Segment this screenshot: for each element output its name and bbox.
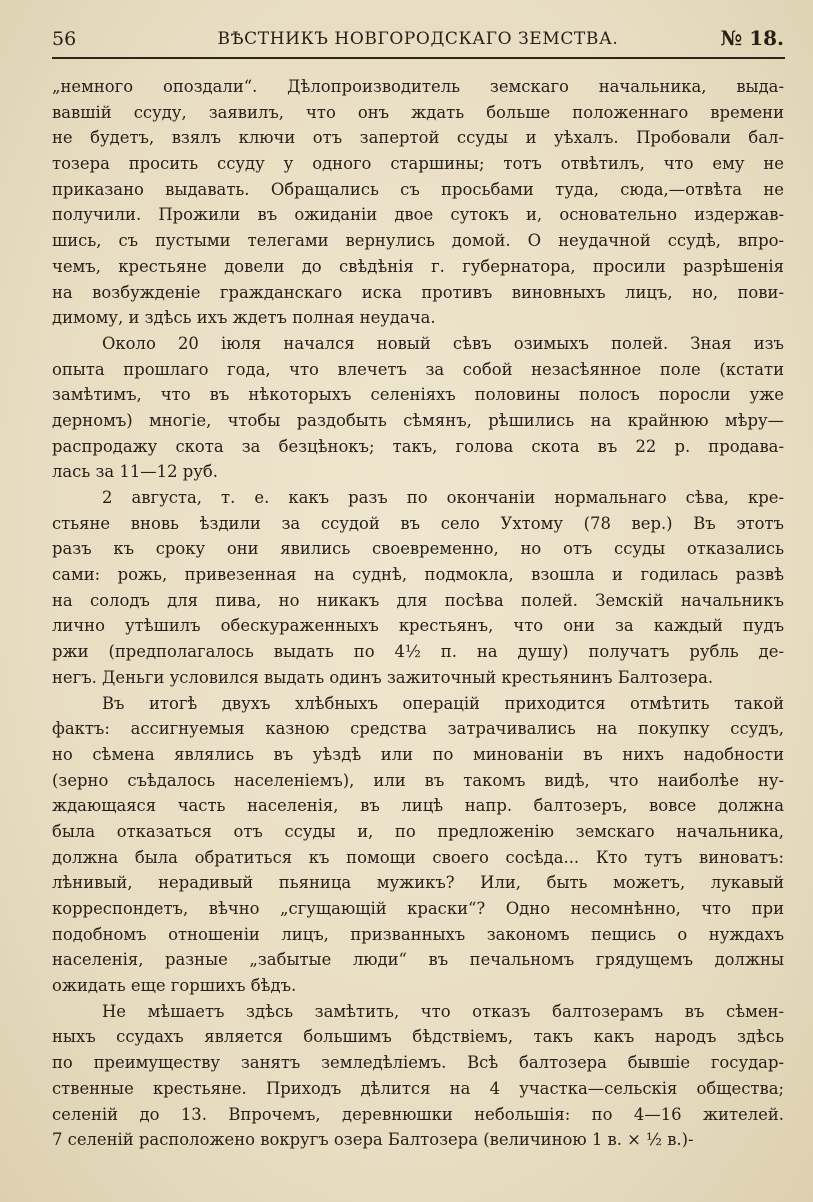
text-line: димому, и здѣсь ихъ ждетъ полная неудача. xyxy=(52,308,436,328)
paragraph xyxy=(52,74,784,331)
text-line: 7 селеній расположено вокругъ озера Балтозера (величиною 1 в. × ½ в.)- xyxy=(52,1130,694,1150)
article-body xyxy=(52,74,784,1153)
journal-title: ВѢСТНИКЪ НОВГОРОДСКАГО ЗЕМСТВА. xyxy=(217,29,619,49)
text-line: замѣтимъ, что въ нѣкоторыхъ селеніяхъ половины полосъ поросли уже xyxy=(52,385,784,405)
paragraph xyxy=(52,485,784,691)
page-number: 56 xyxy=(52,28,77,50)
text-line: ржи (предполагалось выдать по 4½ п. на душу) получатъ рубль де- xyxy=(52,642,784,662)
paragraph xyxy=(52,691,784,999)
text-line: по преимуществу занятъ земледѣліемъ. Всѣ балтозера бывшіе государ- xyxy=(52,1053,784,1073)
text-line: не будетъ, взялъ ключи отъ запертой ссуды и уѣхалъ. Пробовали бал- xyxy=(52,128,784,148)
text-line: чемъ, крестьяне довели до свѣдѣнія г. губернатора, просили разрѣшенія xyxy=(52,256,784,276)
issue-number: № 18. xyxy=(720,26,784,50)
text-line: ждающаяся часть населенія, въ лицѣ напр. балтозеръ, вовсе должна xyxy=(52,796,784,816)
text-line: приказано выдавать. Обращались съ просьбами туда, сюда,—отвѣта не xyxy=(52,179,784,199)
text-line: фактъ: ассигнуемыя казною средства затрачивались на покупку ссудъ, xyxy=(52,719,784,739)
text-line: лась за 11—12 руб. xyxy=(52,462,218,482)
paragraph xyxy=(52,999,784,1153)
text-line: (зерно съѣдалось населеніемъ), или въ такомъ видѣ, что наиболѣе ну- xyxy=(52,770,784,790)
text-line: селеній до 13. Впрочемъ, деревнюшки небольшія: по 4—16 жителей. xyxy=(52,1104,784,1124)
text-line: населенія, разные „забытые люди“ въ печальномъ грядущемъ должны xyxy=(52,950,784,970)
text-line: на возбужденіе гражданскаго иска противъ виновныхъ лицъ, но, пови- xyxy=(52,282,784,302)
text-line: ственные крестьяне. Приходъ дѣлится на 4 участка—сельскія общества; xyxy=(52,1078,784,1098)
text-line: ожидать еще горшихъ бѣдъ. xyxy=(52,976,297,996)
text-line: корреспондетъ, вѣчно „сгущающій краски“? Одно несомнѣнно, что при xyxy=(52,899,784,918)
text-line: негъ. Деньги условился выдать одинъ зажиточный крестьянинъ Балтозера. xyxy=(52,667,714,687)
header-rule xyxy=(52,57,785,59)
text-line: стьяне вновь ѣздили за ссудой въ село Ухтому (78 вер.) Въ этотъ xyxy=(52,513,784,533)
text-line: ныхъ ссудахъ является большимъ бѣдствіемъ, такъ какъ народъ здѣсь xyxy=(52,1027,784,1047)
text-line: лѣнивый, нерадивый пьяница мужикъ? Или, быть можетъ, лукавый xyxy=(52,873,784,893)
text-line: подобномъ отношеніи лицъ, призванныхъ закономъ пещись о нуждахъ xyxy=(52,924,784,944)
text-line: разъ къ сроку они явились своевременно, но отъ ссуды отказались xyxy=(52,539,784,559)
text-line: лично утѣшилъ обескураженныхъ крестьянъ, что они за каждый пудъ xyxy=(52,616,784,636)
text-line: была отказаться отъ ссуды и, по предложенію земскаго начальника, xyxy=(52,821,784,841)
text-line: Около 20 іюля начался новый сѣвъ озимыхъ полей. Зная изъ xyxy=(102,333,784,353)
text-line: сами: рожь, привезенная на суднѣ, подмокла, взошла и годилась развѣ xyxy=(52,565,784,585)
text-line: Въ итогѣ двухъ хлѣбныхъ операцій приходится отмѣтить такой xyxy=(102,693,784,713)
text-line: но сѣмена являлись въ уѣздѣ или по минованіи въ нихъ надобности xyxy=(52,744,784,764)
text-line: получили. Прожили въ ожиданіи двое сутокъ и, основательно издержав- xyxy=(52,205,784,225)
text-line: шись, съ пустыми телегами вернулись домой. О неудачной ссудѣ, впро- xyxy=(52,231,784,251)
running-header xyxy=(52,26,784,56)
text-line: „немного опоздали“. Дѣлопроизводитель земскаго начальника, выда- xyxy=(52,77,784,96)
text-line: на солодъ для пива, но никакъ для посѣва полей. Земскій начальникъ xyxy=(52,590,784,610)
text-line: Не мѣшаетъ здѣсь замѣтить, что отказъ балтозерамъ въ сѣмен- xyxy=(102,1001,784,1021)
text-line: тозера просить ссуду у одного старшины; тотъ отвѣтилъ, что ему не xyxy=(52,154,784,174)
text-line: распродажу скота за безцѣнокъ; такъ, голова скота въ 22 р. продава- xyxy=(52,436,784,456)
paragraph xyxy=(52,331,784,485)
text-line: дерномъ) многіе, чтобы раздобыть сѣмянъ, рѣшились на крайнюю мѣру— xyxy=(52,410,784,430)
text-line: 2 августа, т. е. какъ разъ по окончаніи нормальнаго сѣва, кре- xyxy=(102,488,784,507)
text-line: должна была обратиться къ помощи своего сосѣда... Кто тутъ виноватъ: xyxy=(52,847,784,867)
text-line: опыта прошлаго года, что влечетъ за собой незасѣянное поле (кстати xyxy=(52,359,784,379)
text-line: вавшій ссуду, заявилъ, что онъ ждать больше положеннаго времени xyxy=(52,102,784,122)
